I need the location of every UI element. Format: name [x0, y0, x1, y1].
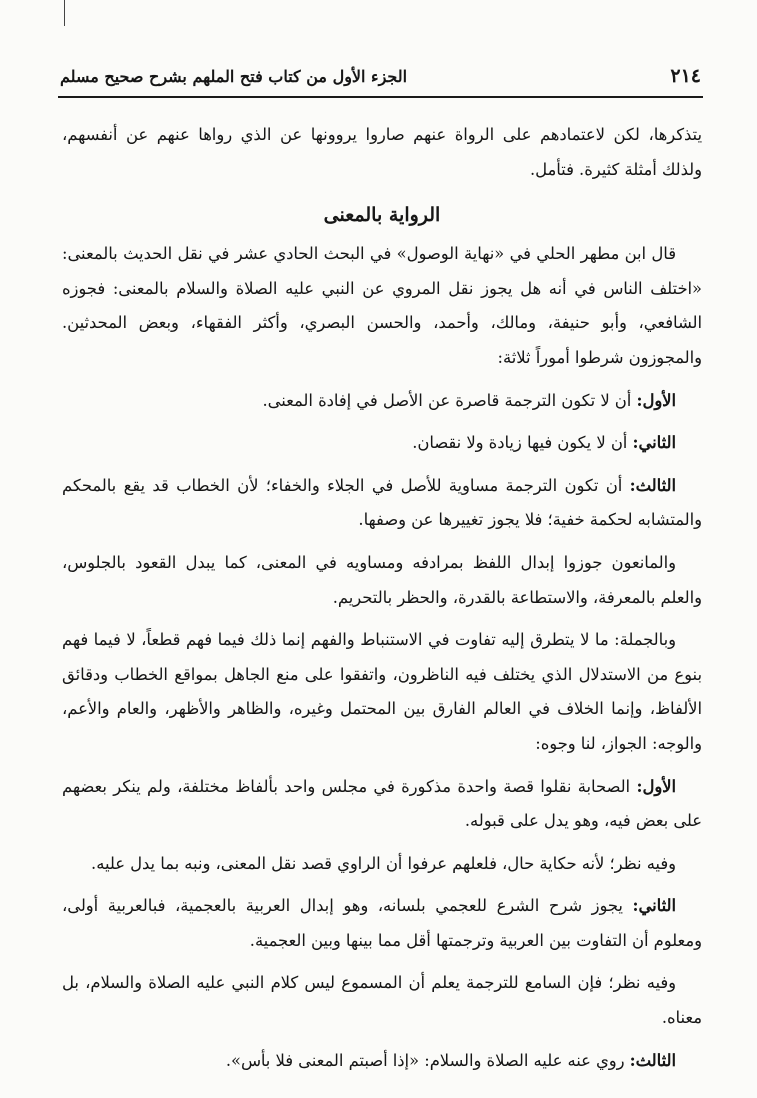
argument-first-text: الصحابة نقلوا قصة واحدة مذكورة في مجلس واحد بألفاظ مختلفة، ولم ينكر بعضهم على بعض فيه، وهو يدل على قبوله. [62, 776, 702, 831]
header-divider [58, 96, 703, 98]
objection-second: وفيه نظر؛ فإن السامع للترجمة يعلم أن المسموع ليس كلام النبي عليه الصلاة والسلام، بل معناه. [62, 973, 702, 1028]
condition-first-label: الأول: [636, 390, 676, 410]
argument-first-label: الأول: [636, 776, 676, 796]
paragraph-hilli-quote: قال ابن مطهر الحلي في «نهاية الوصول» في البحث الحادي عشر في نقل الحديث بالمعنى: «اختلف الناس في أنه هل يجوز نقل المروي عن النبي عليه الصلاة والسلام بالمعنى: فجوزه الشافعي، وأبو حنيفة، ومالك، وأحمد، والحسن البصري، وأكثر الفقهاء، وبعض المحدثين. والمجوزون شرطوا أموراً ثلاثة: [62, 244, 702, 367]
argument-second-text: يجوز شرح الشرع للعجمي بلسانه، وهو إبدال العربية بالعجمية، فبالعربية أولى، ومعلوم أن التفاوت بين العربية وترجمتها أقل مما بينها وبين العجمية. [62, 896, 702, 950]
objection-first: وفيه نظر؛ لأنه حكاية حال، فلعلهم عرفوا أن الراوي قصد نقل المعنى، ونبه بما يدل عليه. [91, 853, 676, 873]
condition-third-label: الثالث: [629, 475, 676, 495]
condition-third [62, 469, 702, 538]
argument-third-label: الثالث: [629, 1050, 676, 1070]
condition-second-text: أن لا يكون فيها زيادة ولا نقصان. [412, 433, 628, 453]
condition-first-text: أن لا تكون الترجمة قاصرة عن الأصل في إفادة المعنى. [262, 390, 632, 410]
paragraph-opponents: والمانعون جوزوا إبدال اللفظ بمرادفه ومساويه في المعنى، كما يبدل القعود بالجلوس، والعلم بالمعرفة، والاستطاعة بالقدرة، والحظر بالتحريم. [62, 552, 702, 607]
argument-first [62, 770, 702, 839]
argument-second [62, 889, 702, 958]
condition-second [62, 426, 702, 461]
condition-second-label: الثاني: [632, 433, 676, 453]
page-edge-mark [64, 0, 65, 26]
section-title: الرواية بالمعنى [323, 204, 441, 227]
intro-paragraph: يتذكرها، لكن لاعتمادهم على الرواة عنهم صاروا يروونها عن الذي رواها عنهم عن أنفسهم، ولذلك أمثلة كثيرة. فتأمل. [62, 125, 702, 179]
running-title: الجزء الأول من كتاب فتح الملهم بشرح صحيح مسلم [60, 66, 408, 86]
paragraph-summary: وبالجملة: ما لا يتطرق إليه تفاوت في الاستنباط والفهم إنما ذلك فيما فهم قطعاً، لا فيما فهم بنوع من الاستدلال الذي يختلف فيه الناظرون، واتفقوا على منع الجاهل بمواقع الخطاب ودقائق الألفاظ، وإنما الخلاف في العالم الفارق بين المحتمل وغيره، والظاهر والأظهر، والعام والأعم، والوجه: الجواز، لنا وجوه: [62, 630, 702, 753]
page-header [60, 58, 701, 94]
condition-third-text: أن تكون الترجمة مساوية للأصل في الجلاء والخفاء؛ لأن الخطاب قد يقع بالمحكم والمتشابه لحكمة خفية؛ فلا يجوز تغييرها عن وصفها. [62, 475, 702, 530]
page-number: ٢١٤ [670, 65, 701, 87]
page-body [62, 118, 702, 1086]
condition-first [62, 384, 702, 419]
argument-third-text: روي عنه عليه الصلاة والسلام: «إذا أصبتم المعنى فلا بأس». [225, 1050, 625, 1070]
argument-second-label: الثاني: [632, 896, 676, 916]
argument-third [62, 1044, 702, 1079]
